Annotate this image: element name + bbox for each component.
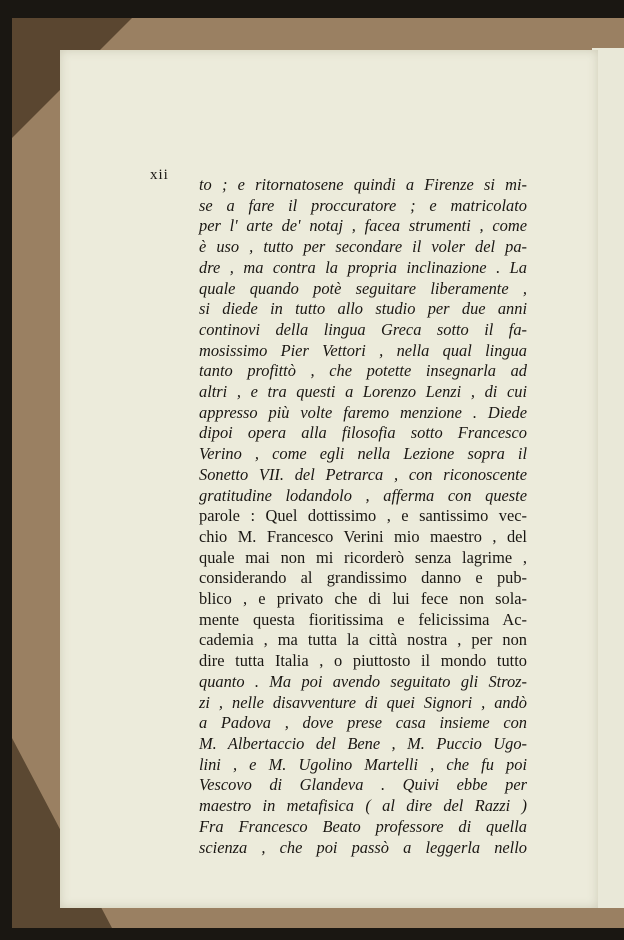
text-line: cademia , ma tutta la città nostra , per non [199,630,527,650]
text-line: altri , e tra questi a Lorenzo Lenzi , di cui [199,382,527,402]
text-line: mosissimo Pier Vettori , nella qual lingua [199,340,527,360]
text-line: a Padova , dove prese casa insieme con [199,713,527,733]
text-line: quanto . Ma poi avendo seguitato gli Stroz- [199,671,527,691]
text-line: considerando al grandissimo danno e pub- [199,568,527,588]
text-line: quale mai non mi ricorderò senza lagrime , [199,547,527,567]
text-line: per l' arte de' notaj , facea strumenti , come [199,216,527,236]
text-line: dire tutta Italia , o piuttosto il mondo tutto [199,651,527,671]
text-line: maestro in metafisica ( al dire del Razzi ) [199,796,527,816]
page-number: xii [150,167,169,183]
text-line: tanto profittò , che potette insegnarla ad [199,361,527,381]
text-line: lini , e M. Ugolino Martelli , che fu poi [199,754,527,774]
text-line: Fra Francesco Beato professore di quella [199,816,527,836]
text-line: parole : Quel dottissimo , e santissimo vec- [199,506,527,526]
text-line: dre , ma contra la propria inclinazione . La [199,257,527,277]
text-line: to ; e ritornatosene quindi a Firenze si mi- [199,175,527,194]
text-line: Verino , come egli nella Lezione sopra il [199,444,527,464]
text-line: appresso più volte faremo menzione . Diede [199,402,527,422]
text-line: se a fare il proccuratore ; e matricolato [199,195,527,215]
text-line: mente questa fioritissima e felicissima Ac- [199,609,527,629]
text-line: scienza , che poi passò a leggerla nello [199,837,527,857]
text-line: si diede in tutto allo studio per due anni [199,299,527,319]
text-line: Sonetto VII. del Petrarca , con riconoscente [199,464,527,484]
text-line: quale quando potè seguitare liberamente , [199,278,527,298]
text-line: continovi della lingua Greca sotto il fa- [199,319,527,339]
text-line: chio M. Francesco Verini mio maestro , del [199,526,527,546]
text-line: gratitudine lodandolo , afferma con queste [199,485,527,505]
text-line: è uso , tutto per secondare il voler del pa- [199,237,527,257]
text-line: dipoi opera alla filosofia sotto Francesco [199,423,527,443]
text-line: M. Albertaccio del Bene , M. Puccio Ugo- [199,733,527,753]
text-line: zi , nelle disavventure di quei Signori , andò [199,692,527,712]
page-text [199,175,527,858]
text-line: blico , e privato che di lui fece non sola- [199,589,527,609]
text-line: Vescovo di Glandeva . Quivi ebbe per [199,775,527,795]
